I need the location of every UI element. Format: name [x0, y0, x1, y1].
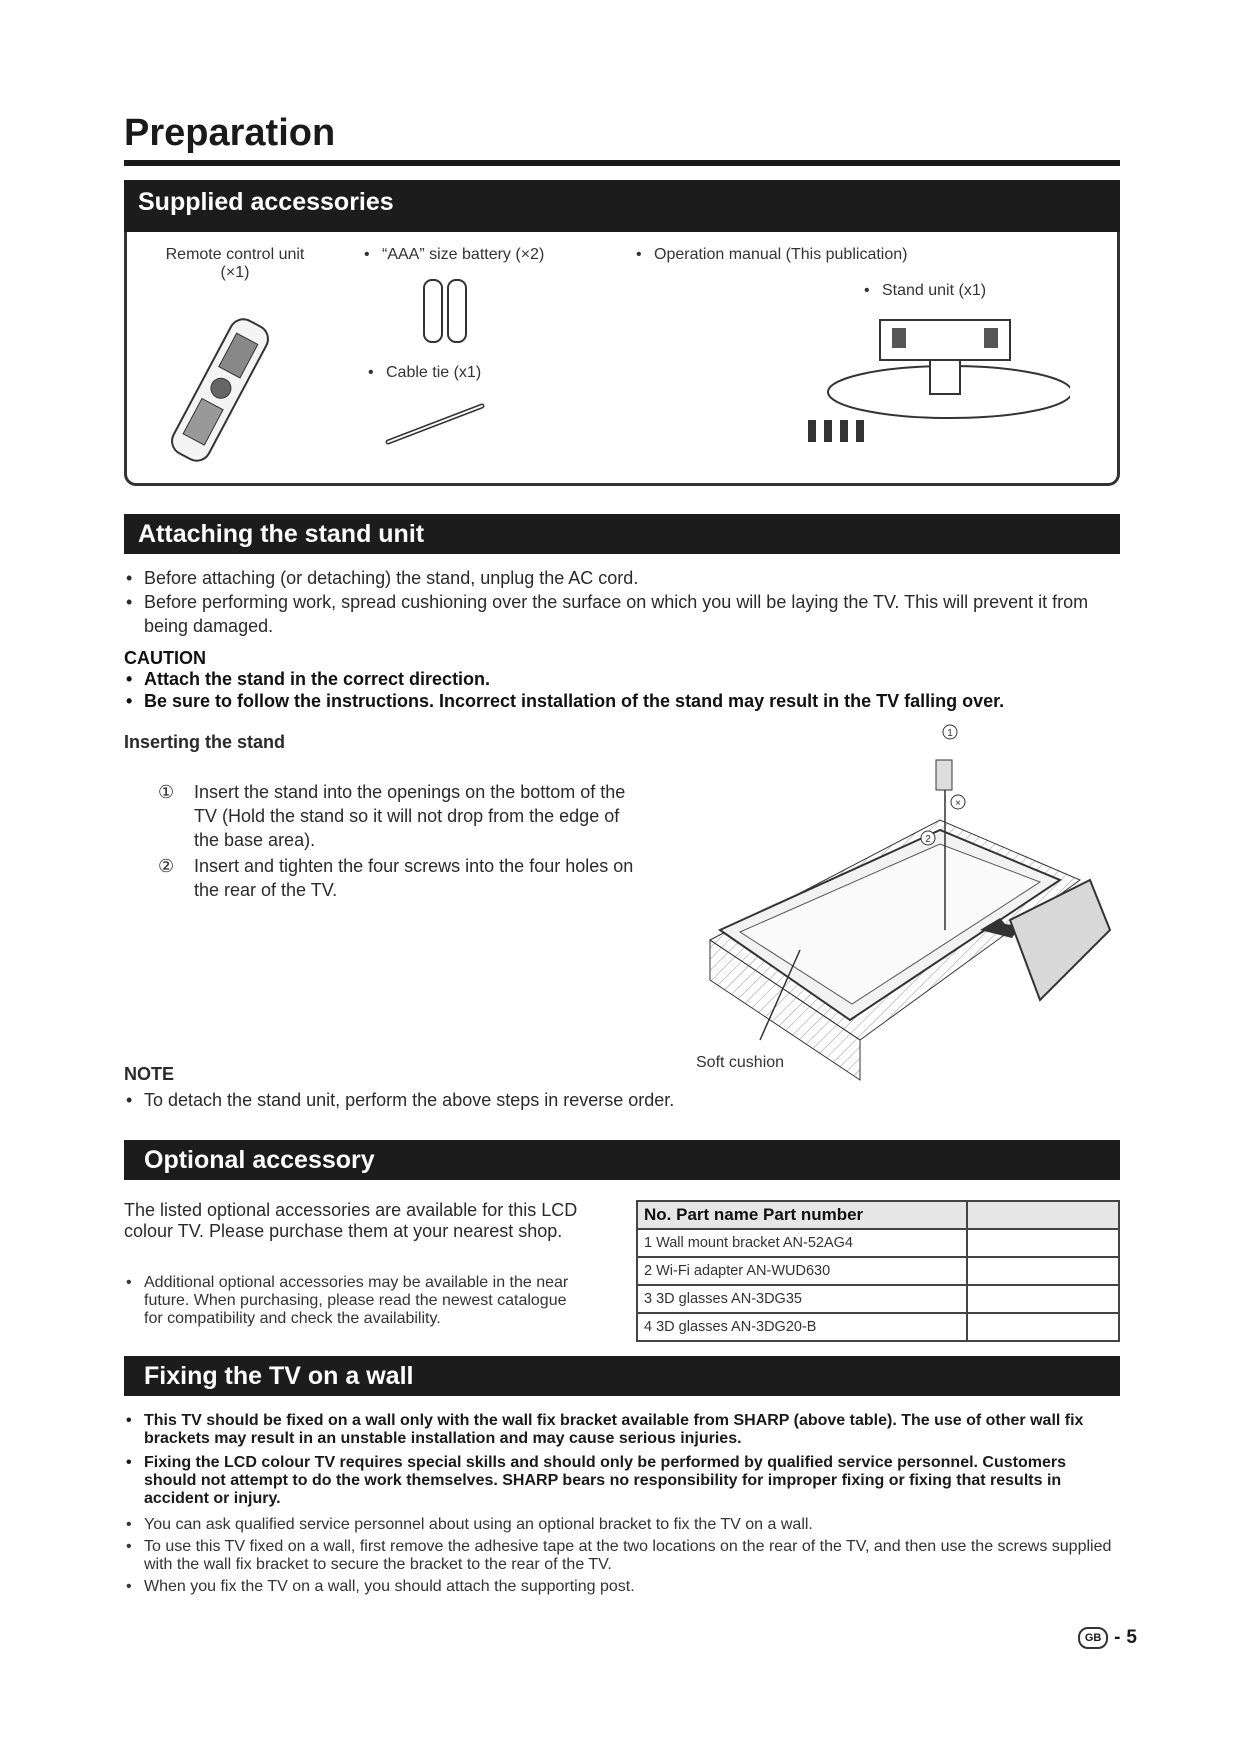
inserting-title: Inserting the stand: [124, 732, 286, 752]
soft-cushion-label: Soft cushion: [696, 1054, 785, 1071]
battery-icon: [420, 276, 480, 346]
caution-list: • Attach the stand in the correct direction. • Be sure to follow the instructions. Incorrect installation of the stand may result in the TV falling over.: [124, 668, 1120, 712]
gb-badge-icon: GB: [1078, 1627, 1108, 1649]
page-number: GB - 5: [1078, 1627, 1137, 1649]
table-row: 3 3D glasses AN-3DG35: [637, 1285, 1119, 1313]
step-2: ② Insert and tighten the four screws into the four holes on the rear of the TV.: [158, 856, 634, 900]
table-row: 2 Wi-Fi adapter AN-WUD630: [637, 1257, 1119, 1285]
section-heading-attaching: Attaching the stand unit: [124, 514, 1120, 554]
stand-unit-illustration: [800, 310, 1070, 450]
manual-item: • Operation manual (This publication): [634, 246, 907, 264]
section-heading-supplied: Supplied accessories: [124, 180, 1120, 232]
table-row: 4 3D glasses AN-3DG20-B: [637, 1313, 1119, 1341]
table-row: 1 Wall mount bracket AN-52AG4: [637, 1229, 1119, 1257]
cable-tie-icon: [382, 398, 492, 448]
stand-item: • Stand unit (x1): [862, 282, 986, 300]
page-title: Preparation: [124, 112, 336, 154]
attaching-bullets: • Before attaching (or detaching) the stand, unplug the AC cord. • Before performing work, spread cushioning over the surface on which you will be laying the TV. This will prevent it from being damaged.: [124, 566, 1114, 638]
svg-text:×: ×: [955, 798, 961, 809]
svg-text:1: 1: [947, 728, 953, 739]
caution-title: CAUTION: [124, 648, 206, 668]
remote-control-illustration: [160, 310, 280, 470]
battery-item: • “AAA” size battery (×2): [362, 246, 544, 264]
section-heading-optional: Optional accessory: [124, 1140, 1120, 1180]
stand-installation-diagram: [700, 720, 1120, 1100]
note-list: • To detach the stand unit, perform the above steps in reverse order.: [124, 1088, 674, 1112]
note-title: NOTE: [124, 1064, 175, 1084]
table-header-row: No. Part name Part number: [637, 1201, 1119, 1229]
remote-label: Remote control unit (×1): [165, 246, 305, 281]
optional-bullet: • Additional optional accessories may be available in the near future. When purchasing, please read the newest catalogue for compatibility and check the availability.: [124, 1274, 584, 1328]
wall-instructions: • This TV should be fixed on a wall only with the wall fix bracket available from SHARP (above table). The use of other wall fix brackets may result in an unstable installation and may cause serious injuries. • Fixing the LCD colour TV requires special skills and should only be performed by qualified service personnel. Customers should not attempt to do the work themselves. SHARP bears no responsibility for improper fixing or fixing that results in accident or injury. • You can ask qualified service personnel about using an optional bracket to fix the TV on a wall. • To use this TV fixed on a wall, first remove the adhesive tape at the two locations on the rear of the TV, and then use the screws supplied with the wall fix bracket to secure the bracket to the rear of the TV. • When you fix the TV on a wall, you should attach the supporting post.: [124, 1412, 1120, 1596]
optional-intro: The listed optional accessories are available for this LCD colour TV. Please purchase them at your nearest shop.: [124, 1200, 578, 1241]
title-rule: [124, 160, 1120, 166]
svg-text:2: 2: [925, 834, 931, 845]
optional-accessory-table: [636, 1200, 1120, 1342]
cable-tie-item: • Cable tie (x1): [366, 364, 481, 382]
step-1: ① Insert the stand into the openings on the bottom of the TV (Hold the stand so it will not drop from the edge of the base area).: [158, 782, 626, 850]
section-heading-wall: Fixing the TV on a wall: [124, 1356, 1120, 1396]
